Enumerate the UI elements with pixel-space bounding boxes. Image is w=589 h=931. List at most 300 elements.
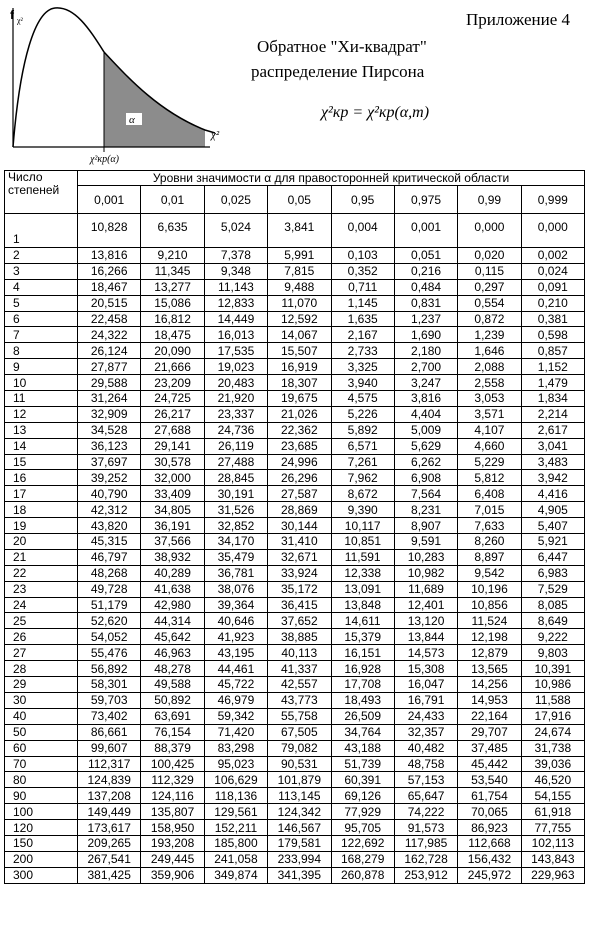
value-cell: 32,000: [141, 470, 204, 486]
value-cell: 40,113: [268, 645, 331, 661]
value-cell: 71,420: [204, 724, 267, 740]
value-cell: 19,023: [204, 359, 267, 375]
value-cell: 41,337: [268, 661, 331, 677]
value-cell: 1,239: [458, 327, 521, 343]
value-cell: 21,666: [141, 359, 204, 375]
table-row: [5, 835, 585, 851]
value-cell: 61,754: [458, 788, 521, 804]
table-row: [5, 470, 585, 486]
value-cell: 76,154: [141, 724, 204, 740]
value-cell: 54,155: [521, 788, 584, 804]
value-cell: 11,588: [521, 692, 584, 708]
value-cell: 1,690: [394, 327, 457, 343]
table-row: [5, 343, 585, 359]
df-cell: 3: [5, 263, 78, 279]
value-cell: 59,703: [78, 692, 141, 708]
value-cell: 13,277: [141, 279, 204, 295]
value-cell: 156,432: [458, 851, 521, 867]
value-cell: 42,312: [78, 502, 141, 518]
value-cell: 13,816: [78, 248, 141, 264]
value-cell: 24,674: [521, 724, 584, 740]
value-cell: 3,247: [394, 375, 457, 391]
value-cell: 27,877: [78, 359, 141, 375]
value-cell: 58,301: [78, 677, 141, 693]
table-row: [5, 534, 585, 550]
value-cell: 26,509: [331, 708, 394, 724]
table-row: [5, 295, 585, 311]
value-cell: 8,672: [331, 486, 394, 502]
value-cell: 43,820: [78, 518, 141, 534]
value-cell: 0,001: [394, 214, 457, 248]
df-cell: 10: [5, 375, 78, 391]
value-cell: 10,828: [78, 214, 141, 248]
alpha-level-header: 0,001: [78, 186, 141, 214]
value-cell: 37,566: [141, 534, 204, 550]
value-cell: 17,535: [204, 343, 267, 359]
value-cell: 18,475: [141, 327, 204, 343]
df-cell: 18: [5, 502, 78, 518]
value-cell: 29,141: [141, 438, 204, 454]
value-cell: 51,739: [331, 756, 394, 772]
value-cell: 10,986: [521, 677, 584, 693]
value-cell: 124,342: [268, 804, 331, 820]
table-row: [5, 820, 585, 836]
value-cell: 26,217: [141, 406, 204, 422]
value-cell: 112,668: [458, 835, 521, 851]
df-cell: 22: [5, 565, 78, 581]
alpha-level-header: 0,01: [141, 186, 204, 214]
value-cell: 40,289: [141, 565, 204, 581]
value-cell: 8,897: [458, 549, 521, 565]
value-cell: 0,598: [521, 327, 584, 343]
value-cell: 0,484: [394, 279, 457, 295]
value-cell: 49,728: [78, 581, 141, 597]
value-cell: 10,982: [394, 565, 457, 581]
value-cell: 5,892: [331, 422, 394, 438]
value-cell: 9,488: [268, 279, 331, 295]
value-cell: 35,172: [268, 581, 331, 597]
value-cell: 2,214: [521, 406, 584, 422]
value-cell: 0,051: [394, 248, 457, 264]
value-cell: 129,561: [204, 804, 267, 820]
df-cell: 24: [5, 597, 78, 613]
critical-region-shading: [104, 52, 205, 147]
value-cell: 57,153: [394, 772, 457, 788]
df-cell: 70: [5, 756, 78, 772]
value-cell: 55,758: [268, 708, 331, 724]
value-cell: 54,052: [78, 629, 141, 645]
value-cell: 1,635: [331, 311, 394, 327]
value-cell: 12,592: [268, 311, 331, 327]
value-cell: 3,841: [268, 214, 331, 248]
value-cell: 7,261: [331, 454, 394, 470]
table-row: [5, 708, 585, 724]
value-cell: 12,198: [458, 629, 521, 645]
value-cell: 13,848: [331, 597, 394, 613]
value-cell: 5,921: [521, 534, 584, 550]
value-cell: 43,195: [204, 645, 267, 661]
value-cell: 14,449: [204, 311, 267, 327]
value-cell: 30,191: [204, 486, 267, 502]
table-row: [5, 597, 585, 613]
value-cell: 23,337: [204, 406, 267, 422]
value-cell: 0,024: [521, 263, 584, 279]
value-cell: 12,833: [204, 295, 267, 311]
value-cell: 61,918: [521, 804, 584, 820]
value-cell: 124,116: [141, 788, 204, 804]
value-cell: 14,573: [394, 645, 457, 661]
table-body: [5, 214, 585, 884]
df-cell: 6: [5, 311, 78, 327]
value-cell: 46,963: [141, 645, 204, 661]
title-line-1: Обратное "Хи-квадрат": [257, 37, 427, 56]
df-cell: 1: [5, 214, 78, 248]
value-cell: 12,879: [458, 645, 521, 661]
value-cell: 12,401: [394, 597, 457, 613]
value-cell: 341,395: [268, 867, 331, 883]
value-cell: 91,573: [394, 820, 457, 836]
alpha-level-header: 0,975: [394, 186, 457, 214]
value-cell: 34,528: [78, 422, 141, 438]
alpha-level-header: 0,05: [268, 186, 331, 214]
value-cell: 9,390: [331, 502, 394, 518]
value-cell: 7,633: [458, 518, 521, 534]
df-header: [5, 171, 78, 214]
value-cell: 2,180: [394, 343, 457, 359]
value-cell: 20,483: [204, 375, 267, 391]
table-row: [5, 502, 585, 518]
value-cell: 18,467: [78, 279, 141, 295]
value-cell: 2,733: [331, 343, 394, 359]
value-cell: 149,449: [78, 804, 141, 820]
value-cell: 40,790: [78, 486, 141, 502]
value-cell: 14,067: [268, 327, 331, 343]
value-cell: 4,660: [458, 438, 521, 454]
value-cell: 86,923: [458, 820, 521, 836]
df-cell: 4: [5, 279, 78, 295]
table-row: [5, 311, 585, 327]
table-row: [5, 406, 585, 422]
value-cell: 0,297: [458, 279, 521, 295]
value-cell: 10,851: [331, 534, 394, 550]
value-cell: 9,348: [204, 263, 267, 279]
value-cell: 10,283: [394, 549, 457, 565]
value-cell: 5,024: [204, 214, 267, 248]
value-cell: 193,208: [141, 835, 204, 851]
value-cell: 146,567: [268, 820, 331, 836]
df-header-line2: степеней: [8, 183, 60, 197]
value-cell: 122,692: [331, 835, 394, 851]
alpha-level-header: 0,025: [204, 186, 267, 214]
value-cell: 7,962: [331, 470, 394, 486]
table-row: [5, 804, 585, 820]
value-cell: 1,646: [458, 343, 521, 359]
value-cell: 14,256: [458, 677, 521, 693]
df-cell: 15: [5, 454, 78, 470]
table-row: [5, 788, 585, 804]
value-cell: 39,252: [78, 470, 141, 486]
value-cell: 95,705: [331, 820, 394, 836]
value-cell: 45,315: [78, 534, 141, 550]
table-row: [5, 327, 585, 343]
value-cell: 3,816: [394, 391, 457, 407]
value-cell: 3,325: [331, 359, 394, 375]
value-cell: 30,578: [141, 454, 204, 470]
value-cell: 0,000: [458, 214, 521, 248]
value-cell: 21,920: [204, 391, 267, 407]
value-cell: 22,362: [268, 422, 331, 438]
df-cell: 60: [5, 740, 78, 756]
value-cell: 27,488: [204, 454, 267, 470]
value-cell: 2,700: [394, 359, 457, 375]
value-cell: 0,872: [458, 311, 521, 327]
y-label: f: [10, 8, 14, 22]
value-cell: 106,629: [204, 772, 267, 788]
value-cell: 36,781: [204, 565, 267, 581]
value-cell: 260,878: [331, 867, 394, 883]
value-cell: 152,211: [204, 820, 267, 836]
value-cell: 32,909: [78, 406, 141, 422]
value-cell: 8,907: [394, 518, 457, 534]
df-cell: 20: [5, 534, 78, 550]
value-cell: 162,728: [394, 851, 457, 867]
value-cell: 0,115: [458, 263, 521, 279]
value-cell: 16,266: [78, 263, 141, 279]
value-cell: 46,797: [78, 549, 141, 565]
df-cell: 50: [5, 724, 78, 740]
value-cell: 14,611: [331, 613, 394, 629]
value-cell: 15,308: [394, 661, 457, 677]
appendix-label: Приложение 4: [466, 10, 570, 29]
value-cell: 7,378: [204, 248, 267, 264]
value-cell: 23,209: [141, 375, 204, 391]
value-cell: 33,409: [141, 486, 204, 502]
value-cell: 45,722: [204, 677, 267, 693]
x-label: χ²: [211, 129, 220, 141]
value-cell: 267,541: [78, 851, 141, 867]
value-cell: 27,587: [268, 486, 331, 502]
value-cell: 8,649: [521, 613, 584, 629]
value-cell: 15,379: [331, 629, 394, 645]
table-row: [5, 375, 585, 391]
value-cell: 0,857: [521, 343, 584, 359]
table-row: [5, 613, 585, 629]
value-cell: 8,260: [458, 534, 521, 550]
value-cell: 16,791: [394, 692, 457, 708]
table-row: [5, 454, 585, 470]
df-cell: 8: [5, 343, 78, 359]
value-cell: 10,196: [458, 581, 521, 597]
value-cell: 22,458: [78, 311, 141, 327]
table-row: [5, 248, 585, 264]
df-cell: 200: [5, 851, 78, 867]
table-row: [5, 263, 585, 279]
df-cell: 90: [5, 788, 78, 804]
value-cell: 70,065: [458, 804, 521, 820]
value-cell: 48,278: [141, 661, 204, 677]
value-cell: 0,020: [458, 248, 521, 264]
value-cell: 31,264: [78, 391, 141, 407]
df-cell: 5: [5, 295, 78, 311]
value-cell: 50,892: [141, 692, 204, 708]
value-cell: 117,985: [394, 835, 457, 851]
table-row: [5, 391, 585, 407]
value-cell: 5,991: [268, 248, 331, 264]
value-cell: 39,036: [521, 756, 584, 772]
value-cell: 17,916: [521, 708, 584, 724]
value-cell: 6,408: [458, 486, 521, 502]
table-row: [5, 867, 585, 883]
df-header-line1: Число: [8, 170, 43, 184]
value-cell: 3,940: [331, 375, 394, 391]
value-cell: 233,994: [268, 851, 331, 867]
df-cell: 29: [5, 677, 78, 693]
levels-header: Уровни значимости α для правосторонней критической области: [78, 171, 585, 186]
value-cell: 101,879: [268, 772, 331, 788]
value-cell: 16,919: [268, 359, 331, 375]
value-cell: 51,179: [78, 597, 141, 613]
value-cell: 113,145: [268, 788, 331, 804]
value-cell: 15,086: [141, 295, 204, 311]
table-row: [5, 645, 585, 661]
df-cell: 11: [5, 391, 78, 407]
value-cell: 0,352: [331, 263, 394, 279]
value-cell: 23,685: [268, 438, 331, 454]
df-cell: 300: [5, 867, 78, 883]
value-cell: 359,906: [141, 867, 204, 883]
value-cell: 77,929: [331, 804, 394, 820]
value-cell: 0,004: [331, 214, 394, 248]
value-cell: 9,591: [394, 534, 457, 550]
value-cell: 45,442: [458, 756, 521, 772]
value-cell: 4,107: [458, 422, 521, 438]
value-cell: 0,554: [458, 295, 521, 311]
value-cell: 28,845: [204, 470, 267, 486]
value-cell: 229,963: [521, 867, 584, 883]
value-cell: 37,652: [268, 613, 331, 629]
value-cell: 40,646: [204, 613, 267, 629]
value-cell: 0,216: [394, 263, 457, 279]
value-cell: 5,009: [394, 422, 457, 438]
value-cell: 10,391: [521, 661, 584, 677]
value-cell: 29,588: [78, 375, 141, 391]
value-cell: 100,425: [141, 756, 204, 772]
value-cell: 2,558: [458, 375, 521, 391]
value-cell: 143,843: [521, 851, 584, 867]
value-cell: 35,479: [204, 549, 267, 565]
value-cell: 40,482: [394, 740, 457, 756]
value-cell: 16,151: [331, 645, 394, 661]
df-cell: 14: [5, 438, 78, 454]
value-cell: 1,152: [521, 359, 584, 375]
value-cell: 381,425: [78, 867, 141, 883]
table-row: [5, 677, 585, 693]
value-cell: 20,090: [141, 343, 204, 359]
value-cell: 11,070: [268, 295, 331, 311]
value-cell: 5,407: [521, 518, 584, 534]
value-cell: 13,844: [394, 629, 457, 645]
table-row: [5, 518, 585, 534]
value-cell: 99,607: [78, 740, 141, 756]
value-cell: 24,996: [268, 454, 331, 470]
value-cell: 36,191: [141, 518, 204, 534]
value-cell: 38,932: [141, 549, 204, 565]
df-cell: 26: [5, 629, 78, 645]
value-cell: 24,736: [204, 422, 267, 438]
value-cell: 1,237: [394, 311, 457, 327]
value-cell: 4,404: [394, 406, 457, 422]
value-cell: 6,571: [331, 438, 394, 454]
value-cell: 2,088: [458, 359, 521, 375]
value-cell: 46,520: [521, 772, 584, 788]
df-cell: 17: [5, 486, 78, 502]
value-cell: 1,479: [521, 375, 584, 391]
value-cell: 83,298: [204, 740, 267, 756]
alpha-level-header: 0,95: [331, 186, 394, 214]
df-cell: 27: [5, 645, 78, 661]
value-cell: 5,629: [394, 438, 457, 454]
table-row: [5, 359, 585, 375]
value-cell: 44,314: [141, 613, 204, 629]
value-cell: 0,381: [521, 311, 584, 327]
value-cell: 90,531: [268, 756, 331, 772]
df-cell: 80: [5, 772, 78, 788]
value-cell: 158,950: [141, 820, 204, 836]
value-cell: 55,476: [78, 645, 141, 661]
value-cell: 79,082: [268, 740, 331, 756]
value-cell: 16,013: [204, 327, 267, 343]
value-cell: 48,758: [394, 756, 457, 772]
value-cell: 37,485: [458, 740, 521, 756]
value-cell: 253,912: [394, 867, 457, 883]
value-cell: 24,433: [394, 708, 457, 724]
table-row: [5, 661, 585, 677]
value-cell: 5,229: [458, 454, 521, 470]
value-cell: 18,493: [331, 692, 394, 708]
value-cell: 16,047: [394, 677, 457, 693]
value-cell: 32,671: [268, 549, 331, 565]
value-cell: 73,402: [78, 708, 141, 724]
value-cell: 6,908: [394, 470, 457, 486]
value-cell: 24,725: [141, 391, 204, 407]
value-cell: 0,002: [521, 248, 584, 264]
value-cell: 9,210: [141, 248, 204, 264]
value-cell: 118,136: [204, 788, 267, 804]
df-cell: 40: [5, 708, 78, 724]
alpha-level-header: 0,999: [521, 186, 584, 214]
title-line-2: распределение Пирсона: [251, 62, 425, 81]
value-cell: 137,208: [78, 788, 141, 804]
value-cell: 24,322: [78, 327, 141, 343]
value-cell: 5,812: [458, 470, 521, 486]
value-cell: 6,635: [141, 214, 204, 248]
value-cell: 14,953: [458, 692, 521, 708]
table-row: [5, 692, 585, 708]
value-cell: 34,170: [204, 534, 267, 550]
value-cell: 3,041: [521, 438, 584, 454]
value-cell: 9,542: [458, 565, 521, 581]
value-cell: 168,279: [331, 851, 394, 867]
value-cell: 29,707: [458, 724, 521, 740]
value-cell: 11,345: [141, 263, 204, 279]
df-cell: 16: [5, 470, 78, 486]
value-cell: 26,296: [268, 470, 331, 486]
df-cell: 12: [5, 406, 78, 422]
value-cell: 65,647: [394, 788, 457, 804]
value-cell: 31,738: [521, 740, 584, 756]
table-row: [5, 756, 585, 772]
value-cell: 36,415: [268, 597, 331, 613]
